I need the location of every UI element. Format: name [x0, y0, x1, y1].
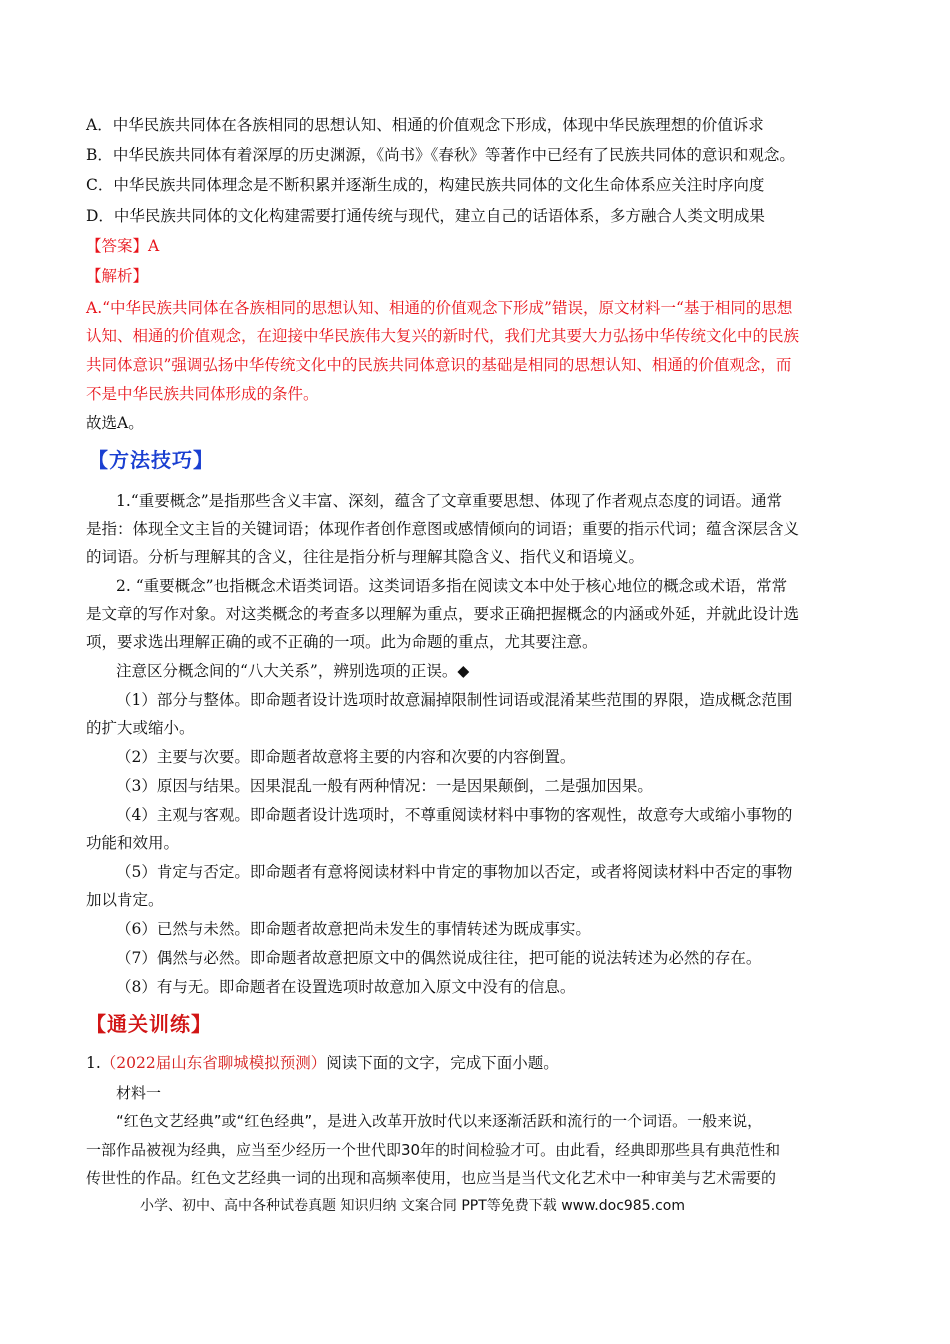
page-footer: 小学、初中、高中各种试卷真题 知识归纳 文案合同 PPT等免费下载 www.doc985.com: [140, 1198, 685, 1214]
option-a: A．中华民族共同体在各族相同的思想认知、相通的价值观念下形成，体现中华民族理想的价值诉求: [86, 116, 764, 134]
material-line: 传世性的作品。红色文艺经典一词的出现和高频率使用，也应当是当代文化艺术中一种审美与艺术需要的: [86, 1169, 777, 1187]
method-line: （6）已然与未然。即命题者故意把尚未发生的事情转述为既成事实。: [116, 920, 591, 938]
material-line: “红色文艺经典”或“红色经典”，是进入改革开放时代以来逐渐活跃和流行的一个词语。一般来说，: [116, 1112, 763, 1130]
question-line: [86, 1053, 559, 1073]
method-line: （1）部分与整体。即命题者设计选项时故意漏掉限制性词语或混淆某些范围的界限，造成概念范围: [116, 691, 793, 709]
method-line: （3）原因与结果。因果混乱一般有两种情况：一是因果颠倒，二是强加因果。: [116, 777, 653, 795]
option-c: C．中华民族共同体理念是不断积累并逐渐生成的，构建民族共同体的文化生命体系应关注时序向度: [86, 176, 765, 194]
conclusion: 故选A。: [86, 414, 144, 432]
material-line: 一部作品被视为经典，应当至少经历一个世代即30年的时间检验才可。由此看，经典即那些具有典范性和: [86, 1141, 781, 1159]
question-source: （2022届山东省聊城模拟预测）: [100, 1054, 327, 1072]
material-label: 材料一: [116, 1084, 162, 1102]
option-b: B．中华民族共同体有着深厚的历史渊源，《尚书》《春秋》等著作中已经有了民族共同体的意识和观念。: [86, 146, 795, 164]
method-line: 功能和效用。: [86, 834, 180, 852]
method-line: 项，要求选出理解正确的或不正确的一项。此为命题的重点，尤其要注意。: [86, 633, 598, 651]
method-line: （4）主观与客观。即命题者设计选项时，不尊重阅读材料中事物的客观性，故意夸大或缩小事物的: [116, 806, 793, 824]
method-line: （5）肯定与否定。即命题者有意将阅读材料中肯定的事物加以否定，或者将阅读材料中否定的事物: [116, 863, 793, 881]
method-line: 注意区分概念间的“八大关系”，辨别选项的正误。◆: [116, 662, 470, 680]
question-number: 1.: [86, 1054, 101, 1072]
method-line: 的词语。分析与理解其的含义，往往是指分析与理解其隐含义、指代义和语境义。: [86, 548, 645, 566]
method-line: 的扩大或缩小。: [86, 719, 195, 737]
analysis-line: A.“中华民族共同体在各族相同的思想认知、相通的价值观念下形成”错误，原文材料一“基于相同的思想: [86, 299, 793, 317]
method-line: 1.“重要概念”是指那些含义丰富、深刻，蕴含了文章重要思想、体现了作者观点态度的词语。通常: [116, 492, 783, 510]
method-line: （7）偶然与必然。即命题者故意把原文中的偶然说成往往，把可能的说法转述为必然的存在。: [116, 949, 762, 967]
method-heading: 【方法技巧】: [88, 448, 214, 472]
method-line: （8）有与无。即命题者在设置选项时故意加入原文中没有的信息。: [116, 978, 576, 996]
analysis-line: 认知、相通的价值观念，在迎接中华民族伟大复兴的新时代，我们尤其要大力弘扬中华传统文化中的民族: [86, 327, 800, 345]
method-line: 是指：体现全文主旨的关键词语；体现作者创作意图或感情倾向的词语；重要的指示代词；蕴含深层含义: [86, 520, 800, 538]
analysis-label: 【解析】: [86, 267, 149, 285]
method-line: （2）主要与次要。即命题者故意将主要的内容和次要的内容倒置。: [116, 748, 576, 766]
method-line: 2. “重要概念”也指概念术语类词语。这类词语多指在阅读文本中处于核心地位的概念或术语，常常: [116, 577, 788, 595]
option-d: D．中华民族共同体的文化构建需要打通传统与现代，建立自己的话语体系，多方融合人类文明成果: [86, 207, 765, 225]
question-prompt: 阅读下面的文字，完成下面小题。: [326, 1054, 559, 1072]
answer-label: 【答案】A: [86, 237, 160, 255]
method-line: 是文章的写作对象。对这类概念的考查多以理解为重点，要求正确把握概念的内涵或外延，并就此设计选: [86, 605, 800, 623]
method-line: 加以肯定。: [86, 891, 164, 909]
training-heading: 【通关训练】: [86, 1012, 212, 1036]
analysis-line: 共同体意识”强调弘扬中华传统文化中的民族共同体意识的基础是相同的思想认知、相通的价值观念，而: [86, 356, 792, 374]
analysis-line: 不是中华民族共同体形成的条件。: [86, 385, 319, 403]
